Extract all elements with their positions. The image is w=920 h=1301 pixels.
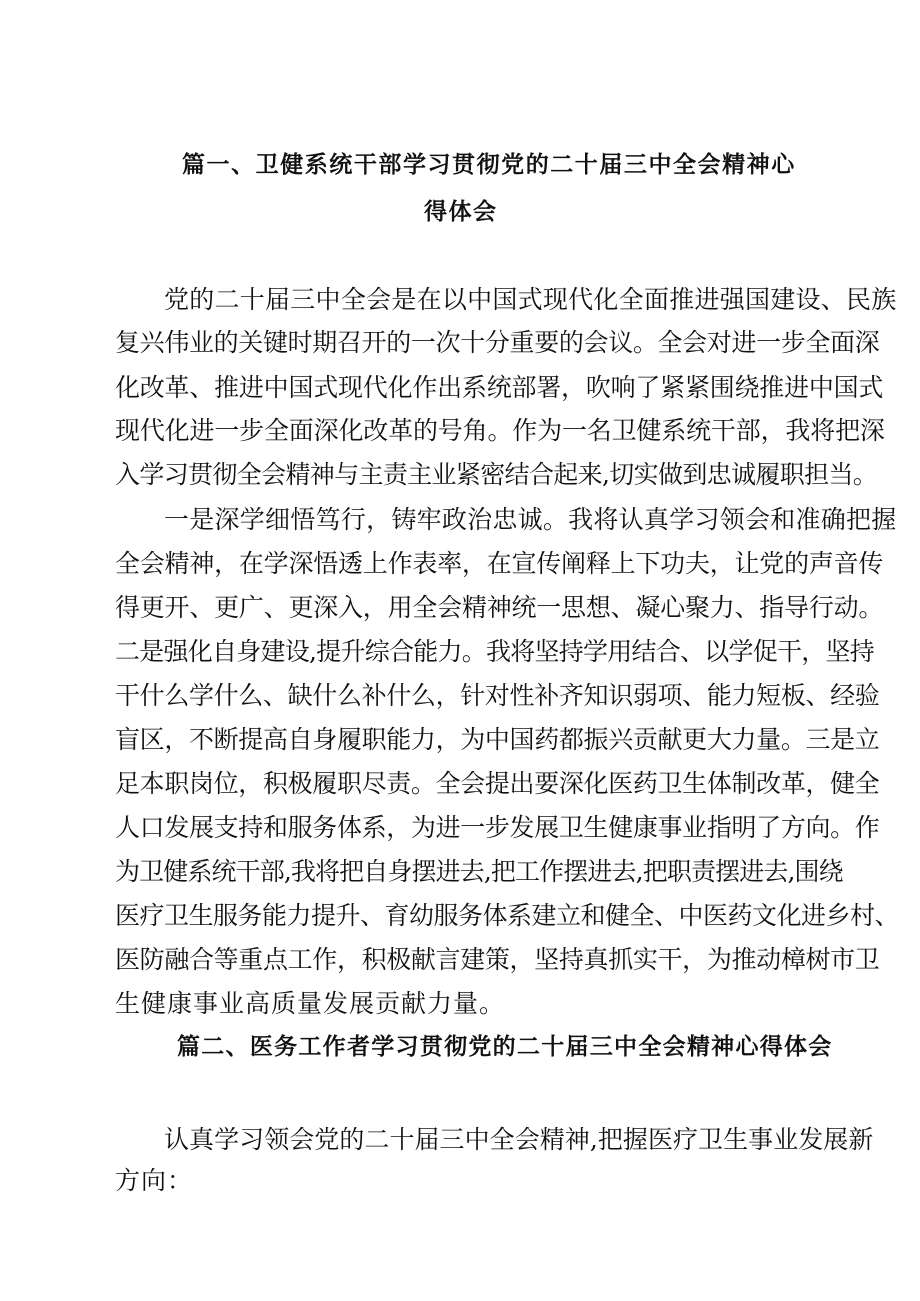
text-line: 得更开、更广、更深入，用全会精神统一思想、凝心聚力、指导行动。: [115, 593, 884, 622]
text-line: 医防融合等重点工作，积极献言建策，坚持真抓实干，为推动樟树市卫: [115, 945, 880, 974]
section1-title-line2: 得体会: [424, 198, 498, 225]
section2-title: 篇二、医务工作者学习贯彻党的二十届三中全会精神心得体会: [177, 1033, 833, 1060]
text-line: 生健康事业高质量发展贡献力量。: [115, 989, 506, 1018]
text-line: 盲区，不断提高自身履职能力，为中国药都振兴贡献更大力量。三是立: [115, 725, 880, 754]
text-line: 党的二十届三中全会是在以中国式现代化全面推进强国建设、民族: [164, 285, 897, 314]
section1-title-line1: 篇一、卫健系统干部学习贯彻党的二十届三中全会精神心: [182, 151, 796, 178]
text-line: 方向：: [115, 1166, 194, 1195]
text-line: 认真学习领会党的二十届三中全会精神,把握医疗卫生事业发展新: [164, 1125, 874, 1154]
text-line: 一是深学细悟笃行，铸牢政治忠诚。我将认真学习领会和准确把握: [164, 505, 897, 534]
text-line: 足本职岗位，积极履职尽责。全会提出要深化医药卫生体制改革，健全: [115, 769, 880, 798]
text-line: 医疗卫生服务能力提升、育幼服务体系建立和健全、中医药文化进乡村、: [115, 901, 900, 930]
text-line: 为卫健系统干部,我将把自身摆进去,把工作摆进去,把职责摆进去,围绕: [115, 857, 843, 886]
text-line: 干什么学什么、缺什么补什么，针对性补齐知识弱项、能力短板、经验: [115, 681, 880, 710]
text-line: 全会精神，在学深悟透上作表率，在宣传阐释上下功夫，让党的声音传: [115, 549, 884, 578]
text-line: 化改革、推进中国式现代化作出系统部署，吹响了紧紧围绕推进中国式: [115, 373, 884, 402]
text-line: 复兴伟业的关键时期召开的一次十分重要的会议。全会对进一步全面深: [115, 328, 880, 357]
text-line: 现代化进一步全面深化改革的号角。作为一名卫健系统干部，我将把深: [115, 416, 885, 445]
text-line: 二是强化自身建设,提升综合能力。我将坚持学用结合、以学促干，坚持: [115, 637, 874, 666]
text-line: 入学习贯彻全会精神与主责主业紧密结合起来,切实做到忠诚履职担当。: [115, 460, 878, 489]
text-line: 人口发展支持和服务体系，为进一步发展卫生健康事业指明了方向。作: [115, 813, 880, 842]
